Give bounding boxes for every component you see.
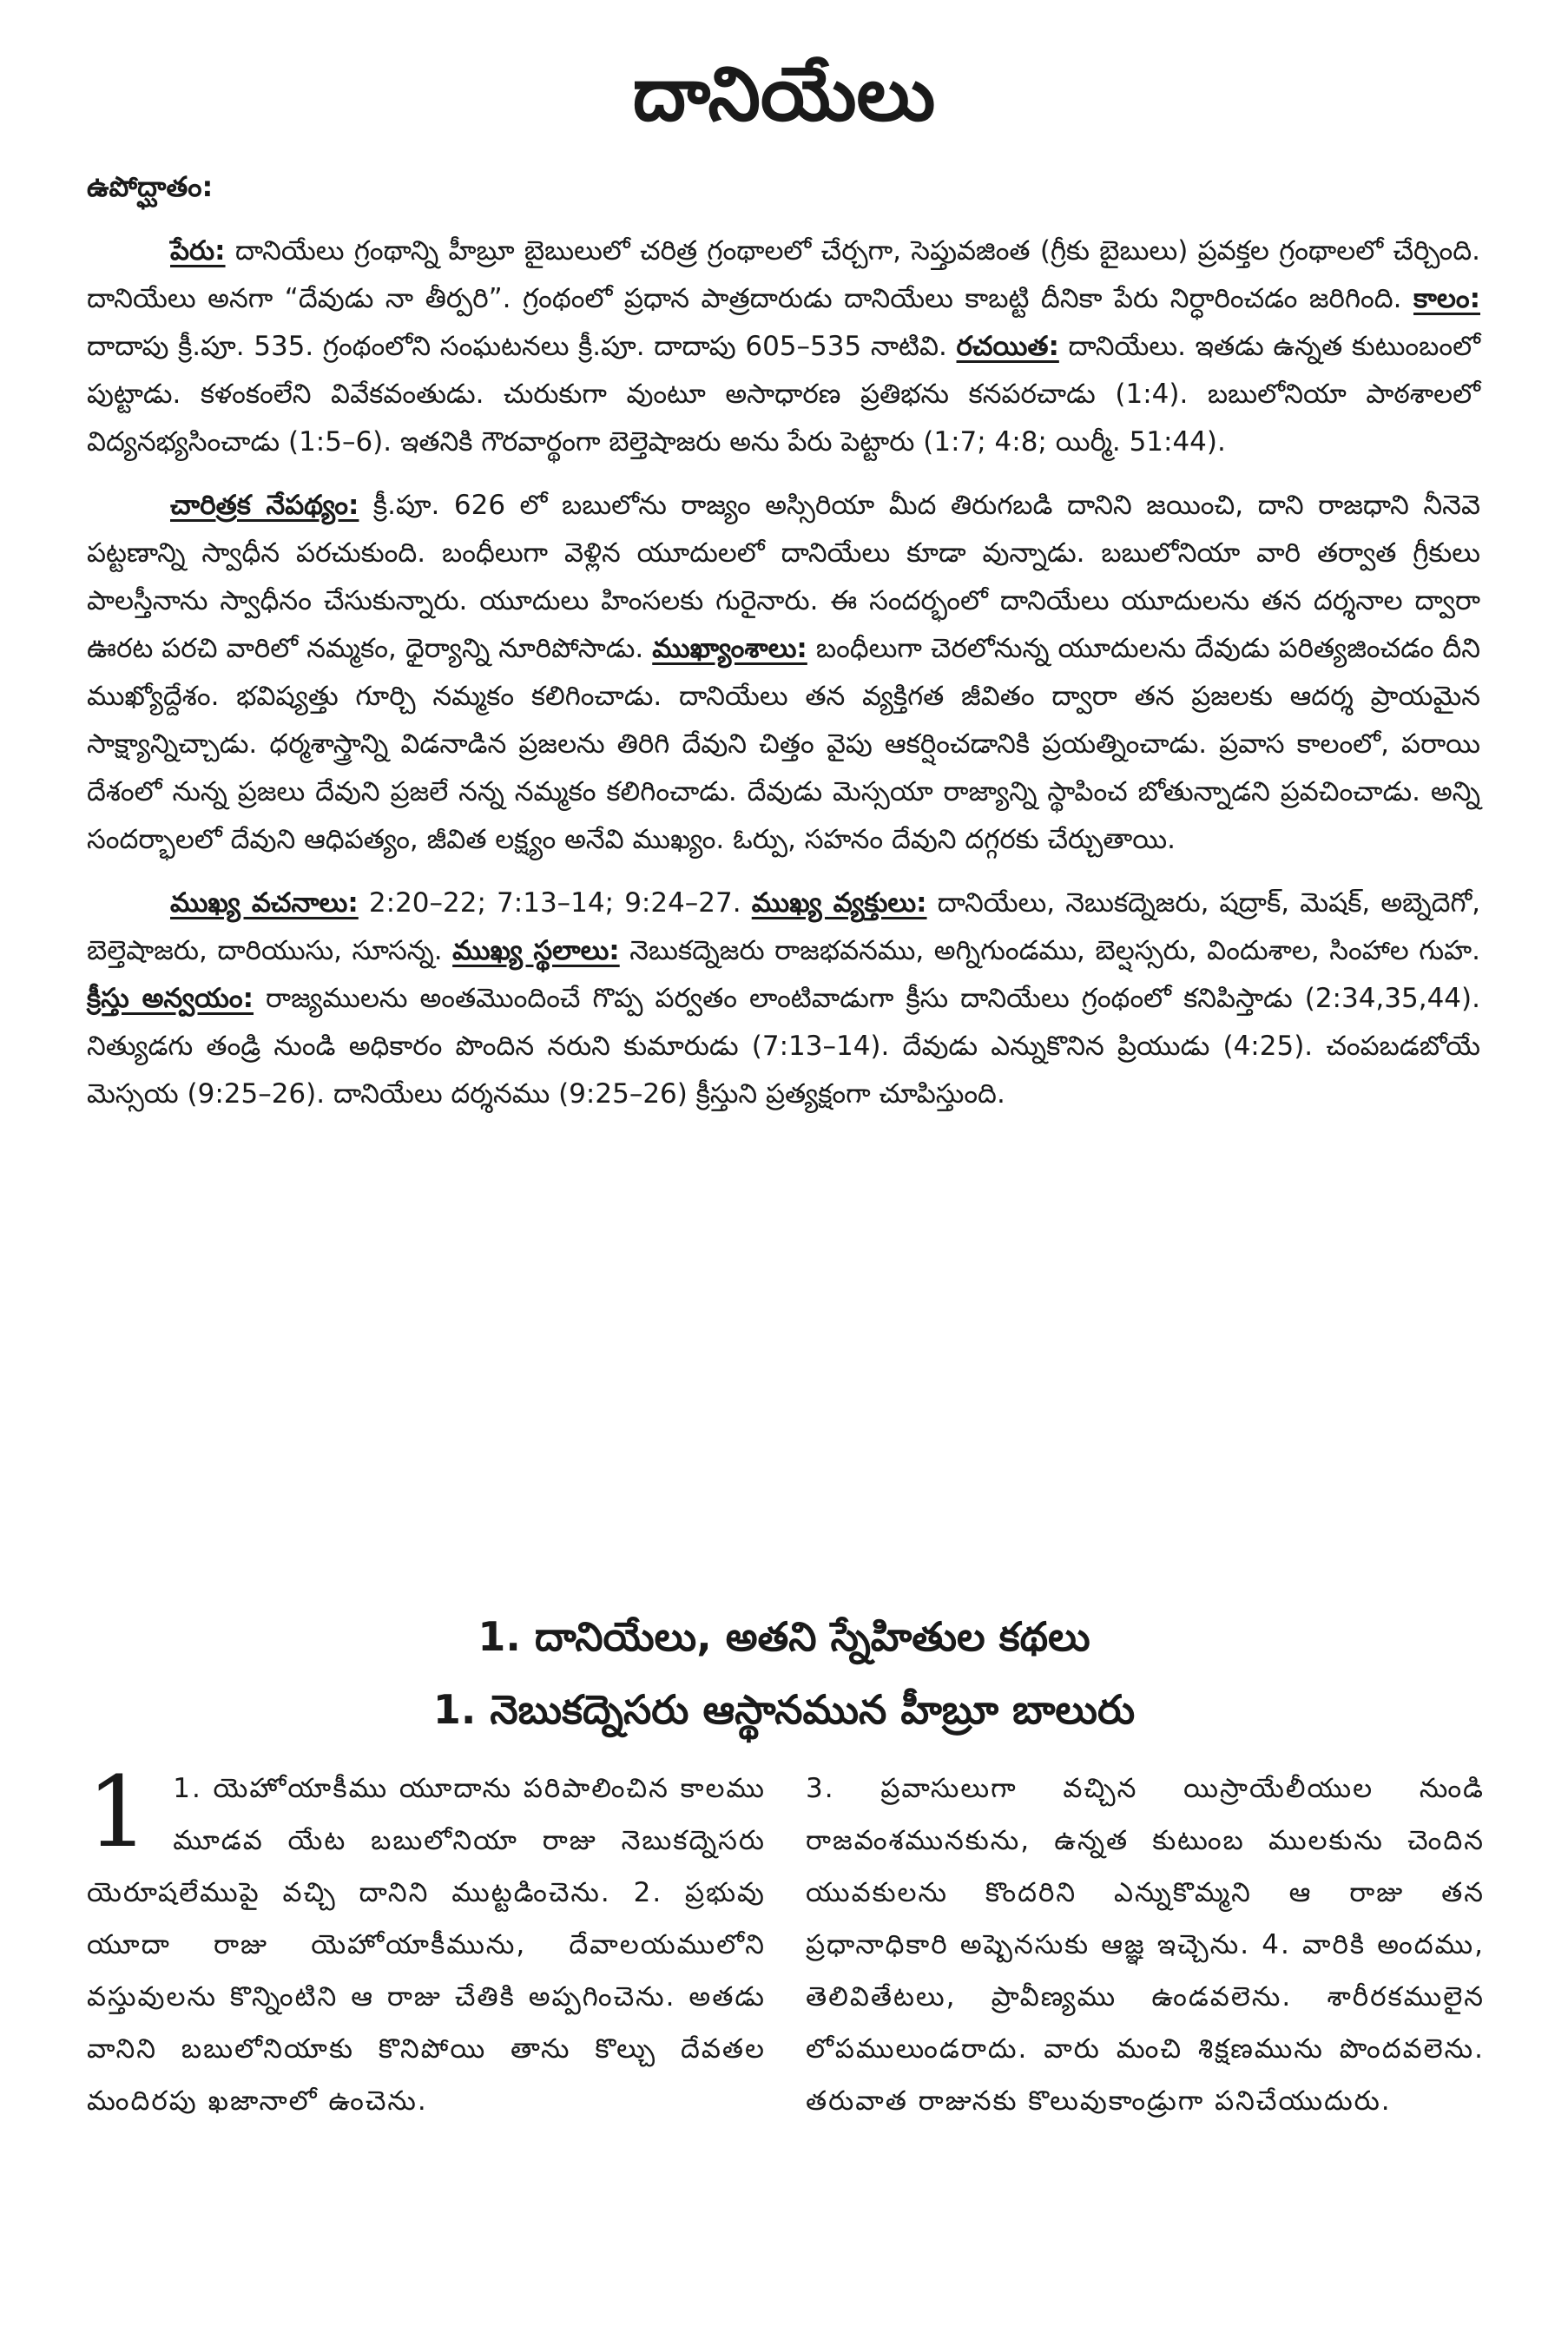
label-date: కాలం: (1413, 283, 1480, 314)
intro-heading: ఉపోద్ఘాతం: (87, 170, 214, 203)
label-background: చారిత్రక నేపథ్యం: (170, 490, 359, 521)
text-themes: బంధీలుగా చెరలోనున్న యూదులను దేవుడు పరిత్యజించడం దీని ముఖ్యోద్దేశం. భవిష్యత్తు గూర్చి నమ్మకం కలిగించాడు. దానియేలు తన వ్యక్తిగత జీవితం ద్వారా తన ప్రజలకు ఆదర్శ ప్రాయమైన సాక్ష్యాన్నిచ్చాడు. ధర్మశాస్త్రాన్ని విడనాడిన ప్రజలను తిరిగి దేవుని చిత్తం వైపు ఆకర్షించడానికి ప్రయత్నించాడు. ప్రవాస కాలంలో, పరాయి దేశంలో నున్న ప్రజలు దేవుని ప్రజలే నన్న నమ్మకం కలిగించాడు. దేవుడు మెస్సయా రాజ్యాన్ని స్థాపించ బోతున్నాడని ప్రవచించాడు. అన్ని సందర్భాలలో దేవుని ఆధిపత్యం, జీవిత లక్ష్యం అనేవి ముఖ్యం. ఓర్పు, సహనం దేవుని దగ్గరకు చేర్చుతాయి. (87, 633, 1480, 855)
chapter-number: 1 (87, 1756, 151, 1869)
intro-paragraph-key-facts (87, 880, 1480, 1118)
text-key-verses: 2:20–22; 7:13–14; 9:24–27. (358, 887, 752, 919)
text-author: దానియేలు. ఇతడు ఉన్నత కుటుంబంలో పుట్టాడు. కళంకంలేని వివేకవంతుడు. చురుకుగా వుంటూ అసాధారణ ప్రతిభను కనపరచాడు (1:4). బబులోనియా పాఠశాలలో విద్యనభ్యసించాడు (1:5–6). ఇతనికి గౌరవార్థంగా బెల్తెషాజరు అను పేరు పెట్టారు (1:7; 4:8; యిర్మీ. 51:44). (87, 331, 1481, 458)
text-christ-application: రాజ్యములను అంతమొందించే గొప్ప పర్వతం లాంటివాడుగా క్రీసు దానియేలు గ్రంథంలో కనిపిస్తాడు (2:34,35,44). నిత్యుడగు తండ్రి నుండి అధికారం పొందిన నరుని కుమారుడు (7:13–14). దేవుడు ఎన్నుకొనిన ప్రియుడు (4:25). చంపబడబోయే మెస్సయ (9:25–26). దానియేలు దర్శనము (9:25–26) క్రీస్తుని ప్రత్యక్షంగా చూపిస్తుంది. (87, 983, 1480, 1110)
text-date: దాదాపు క్రీ.పూ. 535. గ్రంథంలోని సంఘటనలు క్రీ.పూ. దాదాపు 605–535 నాటివి. (87, 331, 957, 362)
label-christ-application: క్రీస్తు అన్వయం: (87, 983, 254, 1014)
text-name: దానియేలు గ్రంథాన్ని హీబ్రూ బైబులులో చరిత్ర గ్రంథాలలో చేర్చగా, సెప్తువజింత (గ్రీకు బైబులు) ప్రవక్తల గ్రంథాలలో చేర్చింది. దానియేలు అనగా “దేవుడు నా తీర్పరి”. గ్రంథంలో ప్రధాన పాత్రదారుడు దానియేలు కాబట్టి దీనికా పేరు నిర్ధారించడం జరిగింది. (87, 235, 1480, 314)
label-key-people: ముఖ్య వ్యక్తులు: (751, 887, 927, 919)
text-key-people: దానియేలు, నెబుకద్నెజరు, షద్రాక్, మెషక్, అబ్నెదెగో, బెల్తెషాజరు, దారియుసు, సూసన్న. (87, 887, 1480, 966)
intro-paragraph-name-date-author (87, 227, 1480, 466)
label-author: రచయిత: (956, 331, 1059, 362)
intro-paragraph-background-themes (87, 482, 1480, 864)
label-key-verses: ముఖ్య వచనాలు: (170, 887, 359, 919)
section-heading: 1. దానియేలు, అతని స్నేహితుల కథలు (478, 1613, 1090, 1660)
sub-heading: 1. నెబుకద్నెసరు ఆస్థానమున హీబ్రూ బాలురు (432, 1686, 1136, 1733)
text-key-places: నెబుకద్నెజరు రాజభవనము, అగ్నిగుండము, బెల్షస్సరు, విందుశాల, సింహాల గుహ. (619, 935, 1480, 966)
text-column-left (87, 1756, 766, 2127)
text-background: క్రీ.పూ. 626 లో బబులోను రాజ్యం అస్సిరియా మీద తిరుగబడి దానిని జయించి, దాని రాజధాని నీనెవె పట్టణాన్ని స్వాధీన పరచుకుంది. బంధీలుగా వెళ్లిన యూదులలో దానియేలు కూడా వున్నాడు. బబులోనియా వారి తర్వాత గ్రీకులు పాలస్తీనాను స్వాధీనం చేసుకున్నారు. యూదులు హింసలకు గురైనారు. ఈ సందర్భంలో దానియేలు యూదులను తన దర్శనాల ద్వారా ఊరట పరచి వారిలో నమ్మకం, ధైర్యాన్ని నూరిపోసాడు. (87, 490, 1480, 664)
label-key-places: ముఖ్య స్థలాలు: (452, 935, 620, 966)
verses-3-4: 3. ప్రవాసులుగా వచ్చిన యిస్రాయేలీయుల నుండి రాజవంశమునకును, ఉన్నత కుటుంబ ములకును చెందిన యువకులను కొందరిని ఎన్నుకొమ్మని ఆ రాజు తన ప్రధానాధికారి అష్పెనసుకు ఆజ్ఞ ఇచ్చెను. 4. వారికి అందము, తెలివితేటలు, ప్రావీణ్యము ఉండవలెను. శారీరకములైన లోపములుండరాదు. వారు మంచి శిక్షణమును పొందవలెను. తరువాత రాజునకు కొలువుకాండ్రుగా పనిచేయుదురు. (806, 1773, 1485, 2117)
text-column-right (806, 1762, 1485, 2127)
label-name: పేరు: (170, 235, 226, 267)
introduction-body (87, 227, 1480, 1134)
verses-1-2: 1. యెహోయాకీము యూదాను పరిపాలించిన కాలము మూడవ యేట బబులోనియా రాజు నెబుకద్నెసరు యెరూషలేముపై వచ్చి దానిని ముట్టడించెను. 2. ప్రభువు యూదా రాజు యెహోయాకీమును, దేవాలయములోని వస్తువులను కొన్నింటిని ఆ రాజు చేతికి అప్పగించెను. అతడు వానిని బబులోనియాకు కొనిపోయి తాను కొల్చు దేవతల మందిరపు ఖజానాలో ఉంచెను. (87, 1773, 766, 2117)
book-title: దానియేలు (632, 51, 936, 138)
label-themes: ముఖ్యాంశాలు: (652, 633, 807, 664)
